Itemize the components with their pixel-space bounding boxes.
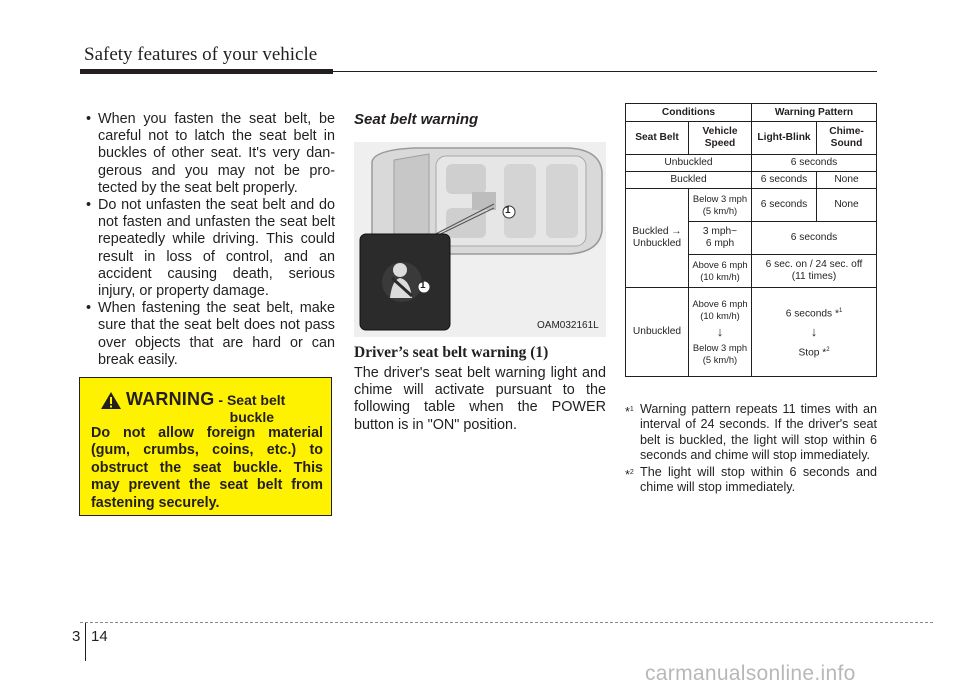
table-header-conditions: Conditions — [626, 104, 752, 122]
warning-subtitle-line1: - Seat belt — [218, 392, 286, 408]
cell-line: Below 3 mph — [692, 193, 748, 204]
cell-line: 3 mph~ — [702, 226, 738, 237]
footnote-2 — [625, 465, 877, 496]
cell-line: Below 3 mph — [692, 342, 748, 353]
footnote-mark — [625, 402, 634, 421]
footnote-number: 2 — [629, 468, 634, 476]
page-number: 14 — [91, 628, 108, 645]
table-cell: 6 seconds — [752, 155, 877, 172]
footnote-mark — [625, 465, 634, 484]
figure-callout-1: 1 — [505, 205, 511, 216]
section-number: 3 — [72, 628, 81, 645]
table-cell-speed-transition — [689, 288, 752, 377]
watermark: carmanualsonline.info — [645, 662, 856, 685]
footnote-text: Warning pattern repeats 11 times with an interval of 24 seconds. If the driver's seat belt is buckled, the light will stop within 6 seconds and chime will stop immediately. — [640, 402, 877, 463]
table-cell: Unbuckled — [626, 288, 689, 377]
header-rule — [80, 71, 877, 72]
table-cell-pattern-transition — [752, 288, 877, 377]
footnote-1 — [625, 402, 877, 464]
table-cell: 6 seconds — [752, 222, 877, 255]
table-header-vehicle-speed — [689, 122, 752, 155]
bullet-item: • Do not unfasten the seat belt and do not fasten and unfasten the seat belt repeatedly while driving. This could result in loss of control, and an accident causing death, serious injury, or property damage. — [80, 197, 335, 300]
left-column — [80, 111, 335, 369]
page-number-divider — [85, 623, 86, 661]
footnote-asterisk: * — [625, 405, 630, 420]
cell-line: 6 sec. on / 24 sec. off — [765, 259, 863, 270]
footnote-asterisk: * — [625, 467, 630, 482]
footnote-ref: 2 — [826, 347, 830, 353]
cell-line: Above 6 mph — [692, 298, 748, 309]
table-cell: Buckled — [626, 172, 752, 189]
cell-line: (10 km/h) — [700, 271, 740, 282]
table-cell: Unbuckled — [626, 155, 752, 172]
header-speed: Speed — [704, 138, 736, 149]
footnotes — [625, 402, 877, 496]
body-paragraph: The driver's seat belt warning light and chime will activate pursuant to the following table when the POWER button is in "ON" position. — [354, 365, 606, 433]
warning-subtitle-line2: buckle — [229, 409, 275, 425]
cell-line — [753, 305, 875, 320]
table-cell: 6 seconds — [752, 172, 817, 189]
cell-line: Buckled → — [632, 226, 682, 237]
car-top-view-illustration — [354, 142, 606, 337]
header-sound: Sound — [830, 138, 863, 149]
table-header-light-blink: Light-Blink — [752, 122, 817, 155]
seat-belt-figure — [354, 142, 606, 337]
page-header-title: Safety features of your vehicle — [84, 44, 318, 65]
warning-subtitle — [218, 392, 285, 426]
cell-line — [753, 344, 875, 359]
table-header-warning-pattern: Warning Pattern — [752, 104, 877, 122]
figure-code: OAM032161L — [537, 320, 599, 331]
table-header-seat-belt: Seat Belt — [626, 122, 689, 155]
table-cell: None — [817, 172, 877, 189]
section-title: Seat belt warning — [354, 111, 479, 128]
cell-line: Above 6 mph — [692, 259, 748, 270]
table-cell: None — [817, 189, 877, 222]
warning-triangle-icon — [100, 391, 122, 410]
footnote-number: 1 — [629, 406, 634, 413]
cell-line: (11 times) — [791, 271, 837, 282]
cell-line: Unbuckled — [632, 238, 682, 249]
footer-rule — [80, 622, 933, 623]
warning-header — [100, 389, 285, 426]
table-cell — [752, 255, 877, 288]
header-vehicle: Vehicle — [702, 126, 738, 137]
warning-body: Do not allow foreign material (gum, crumbs, coins, etc.) to obstruct the seat buckle. This may prevent the seat belt from fastening securely. — [91, 425, 323, 511]
down-arrow-icon: ↓ — [716, 324, 724, 339]
table-header-chime-sound — [817, 122, 877, 155]
footnote-ref: 1 — [838, 307, 843, 314]
bullet-item: • When fastening the seat belt, make sure that the seat belt does not pass over objects that are hard or can break easily. — [80, 300, 335, 369]
figure-callout-inset: 1 — [420, 280, 426, 291]
footnote-text: The light will stop within 6 seconds and chime will stop immediately. — [640, 464, 877, 495]
table-cell: 6 seconds — [752, 189, 817, 222]
table-cell-buckled-unbuckled — [626, 189, 689, 288]
bullet-item: • When you fasten the seat belt, be careful not to latch the seat belt in buckles of other seat. It's very dan-gerous and you may not be pro-tected by the seat belt properly. — [80, 111, 335, 197]
cell-line: 6 mph — [705, 238, 735, 249]
table-cell — [689, 255, 752, 288]
table-cell — [689, 222, 752, 255]
down-arrow-icon: ↓ — [810, 324, 818, 339]
cell-line: (5 km/h) — [702, 205, 738, 216]
cell-line: (10 km/h) — [700, 310, 740, 321]
pattern-text: Stop * — [798, 347, 827, 359]
table-cell — [689, 189, 752, 222]
warning-pattern-table — [625, 103, 877, 377]
header-chime: Chime- — [829, 126, 864, 137]
warning-box — [79, 377, 332, 516]
subheading: Driver’s seat belt warning (1) — [354, 344, 549, 361]
warning-label: WARNING — [126, 389, 215, 409]
pattern-text: 6 seconds * — [785, 308, 839, 319]
cell-line: (5 km/h) — [702, 354, 738, 365]
